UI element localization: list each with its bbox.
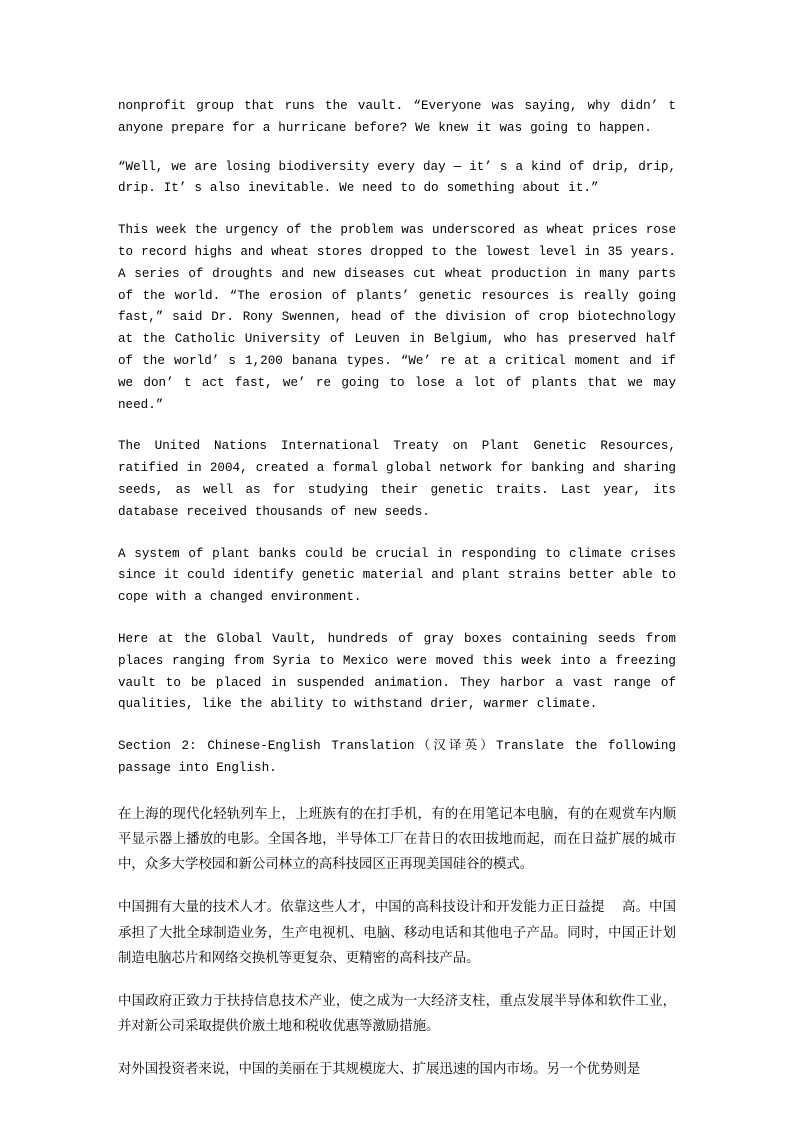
paragraph-global-vault-gray-boxes: Here at the Global Vault, hundreds of gray boxes containing seeds from places ranging from Syria to Mexico were moved this week into a freezing vault to be placed in suspended animation. They harbor a vast range of qualities, like the ability to withstand drier, warmer climate. (118, 631, 676, 712)
paragraph-un-treaty-plant-genetic-resources: The United Nations International Treaty on Plant Genetic Resources, ratified in 2004, created a formal global network for banking and sharing seeds, as well as for studying their genetic traits. Last year, its database received thousands of new seeds. (118, 439, 676, 519)
document-body (118, 96, 676, 1101)
section-2-heading: Section 2: Chinese-English Translation（汉译英）Translate the following passage into English. (118, 739, 676, 775)
paragraph-losing-biodiversity-quote: “Well, we are losing biodiversity every day — it’ s a kind of drip, drip, drip. It’ s also inevitable. We need to do something about it.” (118, 159, 676, 196)
paragraph-foreign-investors-domestic-market: 对外国投资者来说，中国的美丽在于其规模庞大、扩展迅速的国内市场。另一个优势则是 (118, 1062, 641, 1078)
paragraph-plant-banks-climate-crises: A system of plant banks could be crucial in responding to climate crises since it could identify genetic material and plant strains better able to cope with a changed environment. (118, 546, 676, 605)
paragraph-shanghai-light-rail: 在上海的现代化轻轨列车上，上班族有的在打手机，有的在用笔记本电脑，有的在观赏车内顺平显示器上播放的电影。全国各地，半导体工厂在昔日的农田拔地而起，而在日益扩展的城市中，众多大学校园和新公司林立的高科技园区正再现美国硅谷的模式。 (118, 806, 676, 873)
paragraph-nonprofit-group: nonprofit group that runs the vault. “Everyone was saying, why didn’ t anyone prepare for a hurricane before? We knew it was going to happen. (118, 99, 676, 135)
paragraph-china-government-it-industry: 中国政府正致力于扶持信息技术产业，使之成为一大经济支柱，重点发展半导体和软件工业，并对新公司采取提供价廒土地和税收优惠等激励措施。 (118, 993, 676, 1035)
paragraph-wheat-prices-urgency: This week the urgency of the problem was underscored as wheat prices rose to record highs and wheat stores dropped to the lowest level in 35 years. A series of droughts and new diseases cut wheat production in many parts of the world. “The erosion of plants’ genetic resources is really going fast,” said Dr. Rony Swennen, head of the division of crop biotechnology at the Catholic University of Leuven in Belgium, who has preserved half of the world’ s 1,200 banana types. “We’ re at a critical moment and if we don’ t act fast, we’ re going to lose a lot of plants that we may need.” (118, 223, 676, 412)
paragraph-china-technical-talent: 中国拥有大量的技术人才。依靠这些人才，中国的高科技设计和开发能力正日益提 高。中国承担了大批全球制造业务，生产电视机、电脑、移动电话和其他电子产品。同时，中国正计划制造电脑芯片和网络交换机等更复杂、更精密的高科技产品。 (118, 900, 676, 966)
